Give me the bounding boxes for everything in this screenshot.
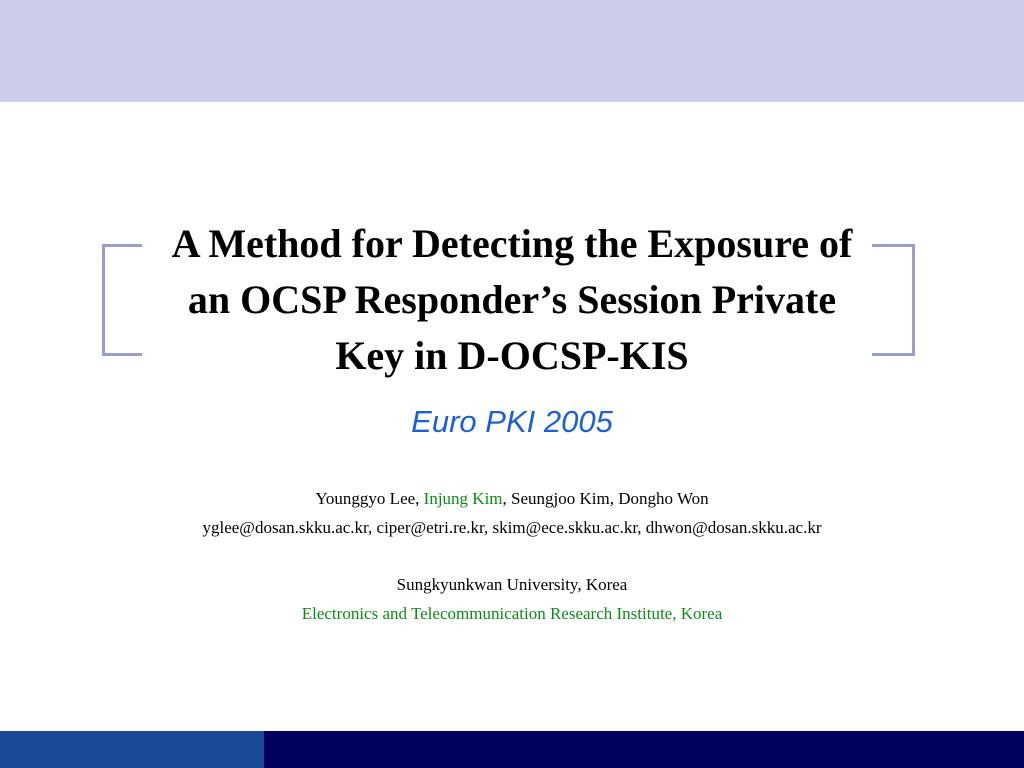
affiliation-primary: Sungkyunkwan University, Korea: [396, 575, 628, 594]
author-name-highlighted: Injung Kim: [423, 489, 503, 508]
title-line: Key in D-OCSP-KIS: [335, 333, 689, 378]
author-list: [0, 488, 1024, 510]
title-line: A Method for Detecting the Exposure of: [171, 221, 853, 266]
author-separator: ,: [415, 489, 424, 508]
author-name: Younggyo Lee: [315, 489, 416, 508]
title-line: an OCSP Responder’s Session Private: [187, 277, 837, 322]
author-name: Dongho Won: [618, 489, 709, 508]
top-decorative-band: [0, 0, 1024, 102]
author-emails: yglee@dosan.skku.ac.kr, ciper@etri.re.kr, skim@ece.skku.ac.kr, dhwon@dosan.skku.ac.kr: [202, 518, 822, 537]
author-name: Seungjoo Kim: [511, 489, 610, 508]
author-separator: ,: [609, 489, 619, 508]
slide-title: [90, 216, 934, 384]
author-separator: ,: [502, 489, 512, 508]
conference-subtitle: Euro PKI 2005: [411, 404, 613, 439]
bottom-bar-accent: [0, 731, 264, 768]
affiliation-secondary: Electronics and Telecommunication Research Institute, Korea: [301, 604, 723, 623]
